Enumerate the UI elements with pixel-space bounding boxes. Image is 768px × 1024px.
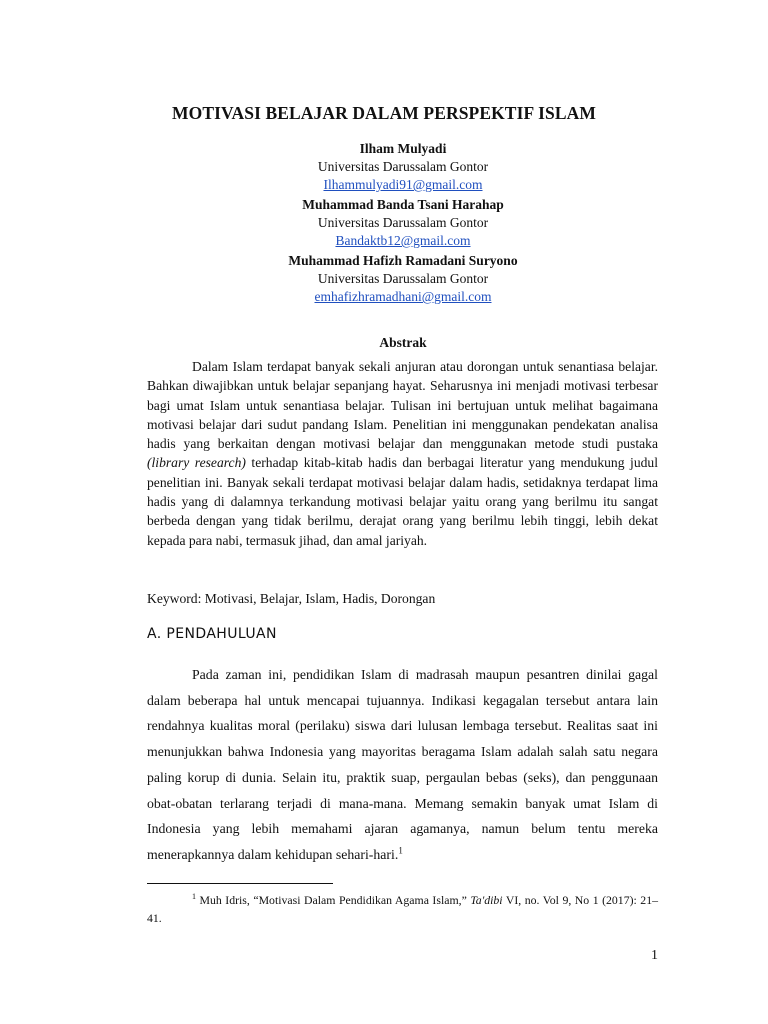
footnote-text: Muh Idris, “Motivasi Dalam Pendidikan Agama Islam,” [196,893,471,907]
author-name: Muhammad Banda Tsani Harahap [302,197,504,212]
author-name: Muhammad Hafizh Ramadani Suryono [288,253,518,268]
author-affiliation: Universitas Darussalam Gontor [317,271,489,286]
footnote-reference[interactable]: 1 [398,845,403,856]
footnote-number: 1 [192,892,196,902]
section-heading: A. PENDAHULUAN [147,626,277,642]
abstract-paragraph [147,357,658,550]
author-affiliation: Universitas Darussalam Gontor [317,215,489,230]
keywords: Keyword: Motivasi, Belajar, Islam, Hadis, Dorongan [147,591,436,606]
paper-title: MOTIVASI BELAJAR DALAM PERSPEKTIF ISLAM [172,103,596,123]
abstract-italic-term: (library research) [147,455,246,471]
author-email-link[interactable]: Bandaktb12@gmail.com [335,233,471,248]
footnote [147,891,658,927]
author-block [0,140,768,194]
abstract-text: terhadap kitab-kitab hadis dan berbagai literatur yang mendukung judul penelitian ini. Banyak sekali terdapat motivasi belajar dalam hadis, setidaknya terdapat lima hadis yang di dalamnya terkandung motivasi belajar yaitu orang yang berilmu itu sangat berbeda dengan yang tidak berilmu, derajat orang yang berilmu lebih tinggi, lebih dekat kepada para nabi, termasuk jihad, dan amal jariyah. [147,455,658,548]
body-text: Pada zaman ini, pendidikan Islam di madrasah maupun pesantren dinilai gagal dalam beberapa hal untuk mencapai tujuannya. Indikasi kegagalan tersebut antara lain rendahnya kualitas moral (perilaku) siswa dari lulusan lembaga tersebut. Realitas saat ini menunjukkan bahwa Indonesia yang mayoritas beragama Islam adalah salah satu negara paling korup di dunia. Selain itu, praktik suap, pergaulan bebas (seks), dan penggunaan obat-obatan terlarang terjadi di mana-mana. Memang semakin banyak umat Islam di Indonesia yang lebih memahami ajaran agamanya, namun belum tentu mereka menerapkannya dalam kehidupan sehari-hari. [147,667,658,862]
abstract-heading: Abstrak [379,335,427,350]
author-email-link[interactable]: emhafizhramadhani@gmail.com [314,289,492,304]
author-name: Ilham Mulyadi [359,141,447,156]
footnote-divider [147,883,333,884]
body-paragraph [147,662,658,868]
author-list [0,140,768,308]
author-block [0,196,768,250]
author-block [0,252,768,306]
author-affiliation: Universitas Darussalam Gontor [317,159,489,174]
footnote-italic-title: Ta'dibi [470,893,503,907]
abstract-text: Dalam Islam terdapat banyak sekali anjuran atau dorongan untuk senantiasa belajar. Bahkan diwajibkan untuk belajar sepanjang hayat. Seharusnya ini menjadi motivasi terbesar bagi umat Islam untuk senantiasa belajar. Tulisan ini bertujuan untuk melihat bagaimana motivasi belajar dari sudut pandang Islam. Penelitian ini menggunakan pendekatan analisa hadis yang berkaitan dengan motivasi belajar dan menggunakan metode studi pustaka [147,359,658,452]
footnote-text: VI, no. Vol 9, No 1 (2017): 21–41. [147,893,658,925]
page-number: 1 [651,948,658,963]
author-email-link[interactable]: Ilhammulyadi91@gmail.com [323,177,483,192]
